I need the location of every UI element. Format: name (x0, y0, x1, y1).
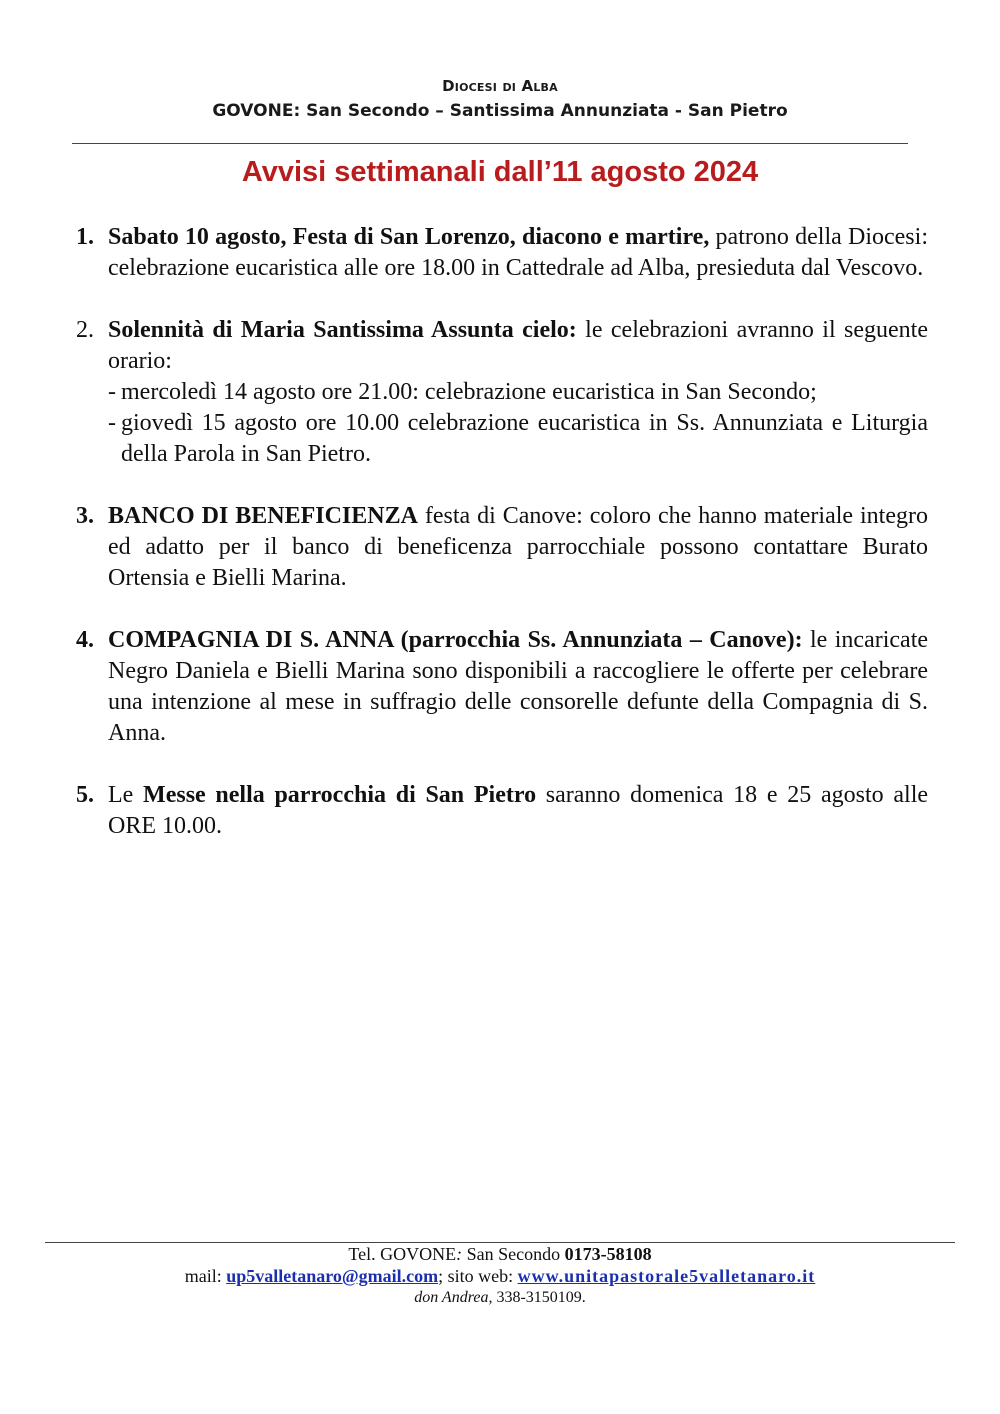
web-label: ; sito web: (438, 1266, 518, 1286)
priest-name: don Andrea, (414, 1289, 493, 1306)
schedule-text: giovedì 15 agosto ore 10.00 celebrazione eucaristica in Ss. Annunziata e Liturgia della Parola in San Pietro. (121, 410, 928, 467)
notice-number: 4. (76, 627, 94, 653)
phone-colon: : (456, 1244, 463, 1264)
notice-body: patrono della Diocesi: celebrazione eucaristica alle ore 18.00 in Cattedrale ad Alba, presieduta dal Vescovo. (108, 224, 928, 281)
page-title: Avvisi settimanali dall’11 agosto 2024 (241, 156, 759, 188)
schedule-text: mercoledì 14 agosto ore 21.00: celebrazione eucaristica in San Secondo; (121, 379, 817, 405)
schedule-item (108, 408, 928, 470)
schedule-item (108, 377, 928, 408)
phone-place: San Secondo (462, 1244, 565, 1264)
dash-bullet: - (108, 379, 116, 405)
notice-heading: Solennità di Maria Santissima Assunta cielo: (108, 317, 577, 343)
notice-item-3 (76, 501, 928, 594)
priest-phone: 338-3150109. (492, 1289, 586, 1306)
notice-item-4 (76, 625, 928, 749)
notice-heading: COMPAGNIA DI S. ANNA (parrocchia Ss. Annunziata – Canove): (108, 627, 803, 653)
mail-label: mail: (184, 1266, 227, 1286)
notice-number: 3. (76, 503, 94, 529)
notice-heading: Sabato 10 agosto, Festa di San Lorenzo, diacono e martire, (108, 224, 710, 250)
notice-heading: Messe nella parrocchia di San Pietro (143, 782, 537, 808)
notice-number: 2. (76, 317, 94, 343)
notice-item-1 (76, 222, 928, 284)
notice-number: 1. (76, 224, 94, 250)
dash-bullet: - (108, 410, 116, 436)
phone-number: 0173-58108 (564, 1244, 652, 1264)
notice-number: 5. (76, 782, 94, 808)
notice-body: festa di Canove: coloro che hanno materiale integro ed adatto per il banco di beneficenza parrocchiale possono contattare Burato Ortensia e Bielli Marina. (108, 503, 928, 591)
notice-body: le incaricate Negro Daniela e Bielli Marina sono disponibili a raccogliere le offerte per celebrare una intenzione al mese in suffragio delle consorelle defunte della Compagnia di S. Anna. (108, 627, 929, 746)
notice-item-2 (76, 315, 928, 470)
header-divider (72, 143, 908, 144)
notice-body: le celebrazioni avranno il seguente orario: (108, 317, 928, 374)
notice-heading: BANCO DI BENEFICIENZA (108, 503, 418, 529)
footer (0, 1243, 1000, 1309)
notice-body: saranno domenica 18 e 25 agosto alle ORE 10.00. (108, 782, 929, 839)
email-link[interactable]: up5valletanaro@gmail.com (226, 1266, 439, 1286)
parishes-line: GOVONE: San Secondo – Santissima Annunziata - San Pietro (212, 101, 788, 121)
phone-label: Tel. GOVONE (348, 1244, 457, 1264)
notice-prefix: Le (108, 782, 144, 808)
footer-contact-line (0, 1265, 1000, 1287)
footer-phone-line (0, 1243, 1000, 1265)
website-link[interactable]: www.unitapastorale5valletanaro.it (517, 1266, 816, 1286)
footer-priest-line (0, 1287, 1000, 1309)
notices-list (76, 222, 928, 873)
letterhead (0, 74, 1000, 124)
diocese-name: Diocesi di Alba (442, 77, 558, 95)
notice-item-5 (76, 780, 928, 842)
